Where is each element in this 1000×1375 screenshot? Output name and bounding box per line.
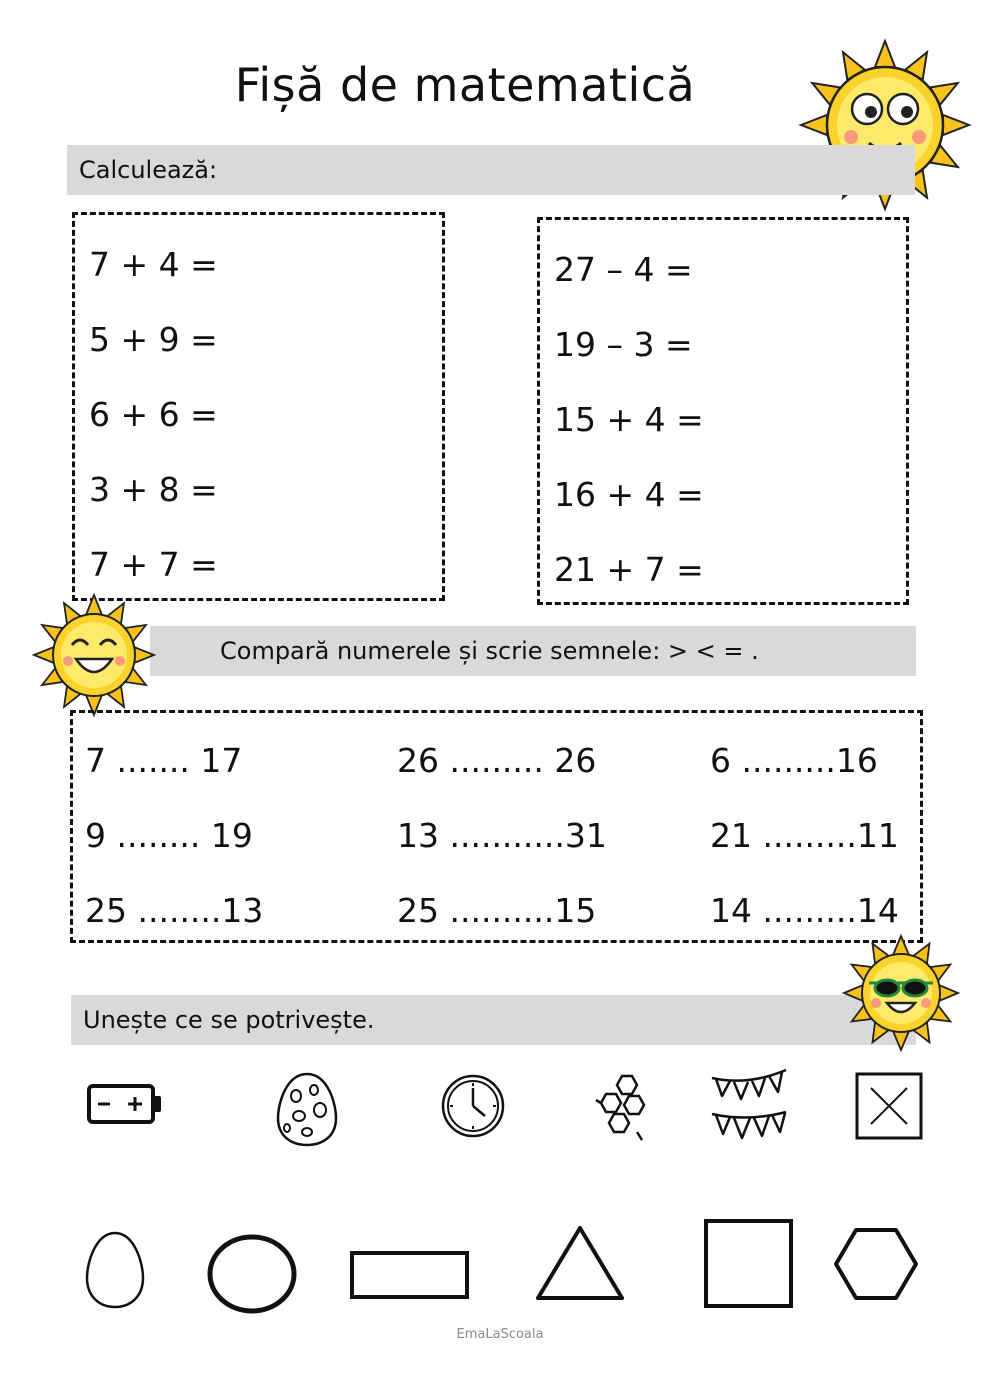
honeycomb-icon (592, 1072, 648, 1142)
exercise-item: 27 – 4 = (554, 250, 693, 289)
oval-shape (84, 1230, 146, 1310)
worksheet-title: Fișă de matematică (234, 58, 696, 112)
compare-item: 13 ...........31 (397, 816, 607, 855)
exercise-item: 21 + 7 = (554, 550, 704, 589)
compare-item: 25 ........13 (85, 891, 264, 930)
exercise-item: 5 + 9 = (89, 320, 218, 359)
compare-item: 21 .........11 (710, 816, 899, 855)
section-heading-match: Unește ce se potrivește. (71, 995, 916, 1045)
exercise-item: 16 + 4 = (554, 475, 704, 514)
sun-laughing-icon (33, 594, 155, 716)
hexagon-shape (832, 1226, 920, 1302)
sun-sunglasses-icon (840, 935, 962, 1051)
battery-icon (86, 1083, 164, 1127)
exercise-item: 6 + 6 = (89, 395, 218, 434)
rectangle-shape (349, 1250, 471, 1300)
footer-credit: EmaLaScoala (456, 1327, 544, 1342)
triangle-shape (534, 1224, 626, 1302)
boxed-x-icon (855, 1072, 923, 1140)
compare-item: 26 ......... 26 (397, 741, 597, 780)
exercise-item: 7 + 4 = (89, 245, 218, 284)
compare-box (70, 710, 923, 943)
compare-item: 7 ....... 17 (85, 741, 243, 780)
compare-item: 14 .........14 (710, 891, 899, 930)
circle-shape (205, 1233, 299, 1315)
addition-box-right (537, 217, 909, 605)
square-shape (703, 1218, 795, 1310)
exercise-item: 19 – 3 = (554, 325, 693, 364)
clock-icon (440, 1073, 506, 1139)
section-heading-compare: Compară numerele și scrie semnele: > < = . (150, 626, 916, 676)
exercise-item: 3 + 8 = (89, 470, 218, 509)
egg-pattern-icon (274, 1070, 340, 1148)
exercise-item: 7 + 7 = (89, 545, 218, 584)
compare-item: 25 ..........15 (397, 891, 597, 930)
bunting-flags-icon (708, 1066, 790, 1146)
section-heading-calculate: Calculează: (67, 145, 915, 195)
addition-box-left (72, 212, 445, 601)
compare-item: 9 ........ 19 (85, 816, 253, 855)
compare-item: 6 .........16 (710, 741, 878, 780)
exercise-item: 15 + 4 = (554, 400, 704, 439)
